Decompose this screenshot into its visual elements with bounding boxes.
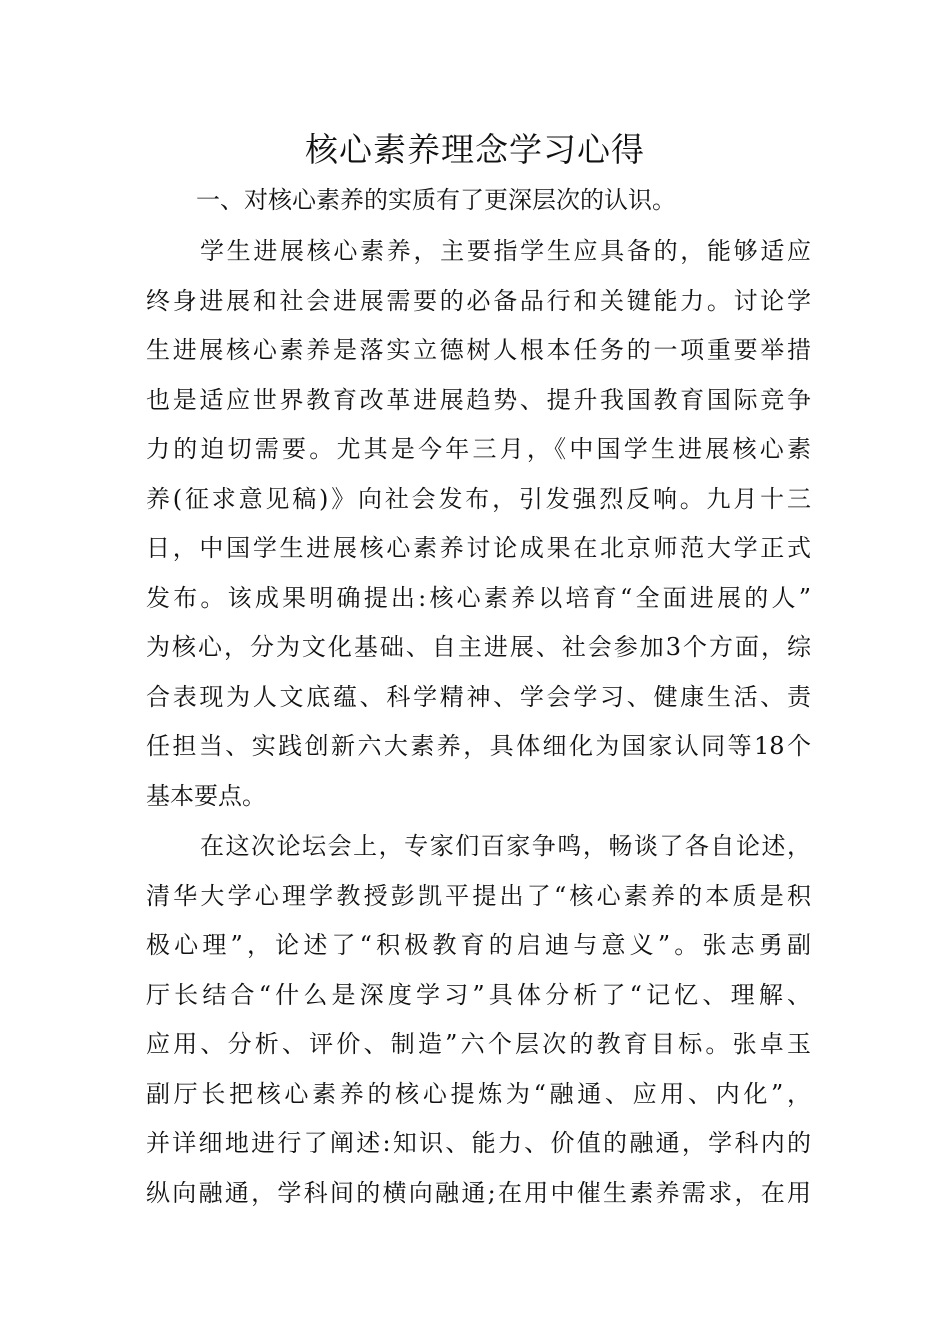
paragraph-line: 发布。该成果明确提出:核心素养以培育“全面进展的人” <box>146 583 811 612</box>
paragraph-line: 养(征求意见稿)》向社会发布，引发强烈反响。九月十三 <box>146 484 811 513</box>
paragraph-line: 任担当、实践创新六大素养，具体细化为国家认同等18个 <box>146 732 811 760</box>
paragraph-line: 厅长结合“什么是深度学习”具体分析了“记忆、理解、 <box>146 980 811 1009</box>
paragraph-1 <box>146 227 811 821</box>
paragraph-line: 力的迫切需要。尤其是今年三月，《中国学生进展核心素 <box>146 435 811 463</box>
paragraph-2 <box>146 822 811 1218</box>
paragraph-line: 也是适应世界教育改革进展趋势、提升我国教育国际竞争 <box>146 385 811 414</box>
paragraph-line: 合表现为人文底蕴、科学精神、学会学习、健康生活、责 <box>146 682 811 711</box>
paragraph-line: 在这次论坛会上，专家们百家争鸣，畅谈了各自论述， <box>200 832 811 860</box>
paragraph-line: 应用、分析、评价、制造”六个层次的教育目标。张卓玉 <box>146 1030 811 1058</box>
paragraph-line: 基本要点。 <box>146 781 266 810</box>
section-heading: 一、对核心素养的实质有了更深层次的认识。 <box>196 186 676 214</box>
paragraph-line: 终身进展和社会进展需要的必备品行和关键能力。讨论学 <box>146 286 811 315</box>
paragraph-line: 极心理”，论述了“积极教育的启迪与意义”。张志勇副 <box>146 931 811 959</box>
document-title: 核心素养理念学习心得 <box>305 130 645 169</box>
paragraph-line: 学生进展核心素养，主要指学生应具备的，能够适应 <box>200 237 811 265</box>
paragraph-line: 纵向融通，学科间的横向融通;在用中催生素养需求，在用 <box>146 1178 811 1207</box>
paragraph-line: 清华大学心理学教授彭凯平提出了“核心素养的本质是积 <box>146 881 811 910</box>
paragraph-line: 为核心，分为文化基础、自主进展、社会参加3个方面，综 <box>146 633 811 661</box>
paragraph-line: 生进展核心素养是落实立德树人根本任务的一项重要举措 <box>146 336 811 364</box>
paragraph-line: 日，中国学生进展核心素养讨论成果在北京师范大学正式 <box>146 534 811 562</box>
paragraph-line: 副厅长把核心素养的核心提炼为“融通、应用、内化”， <box>146 1079 811 1108</box>
paragraph-line: 并详细地进行了阐述:知识、能力、价值的融通，学科内的 <box>146 1129 811 1157</box>
